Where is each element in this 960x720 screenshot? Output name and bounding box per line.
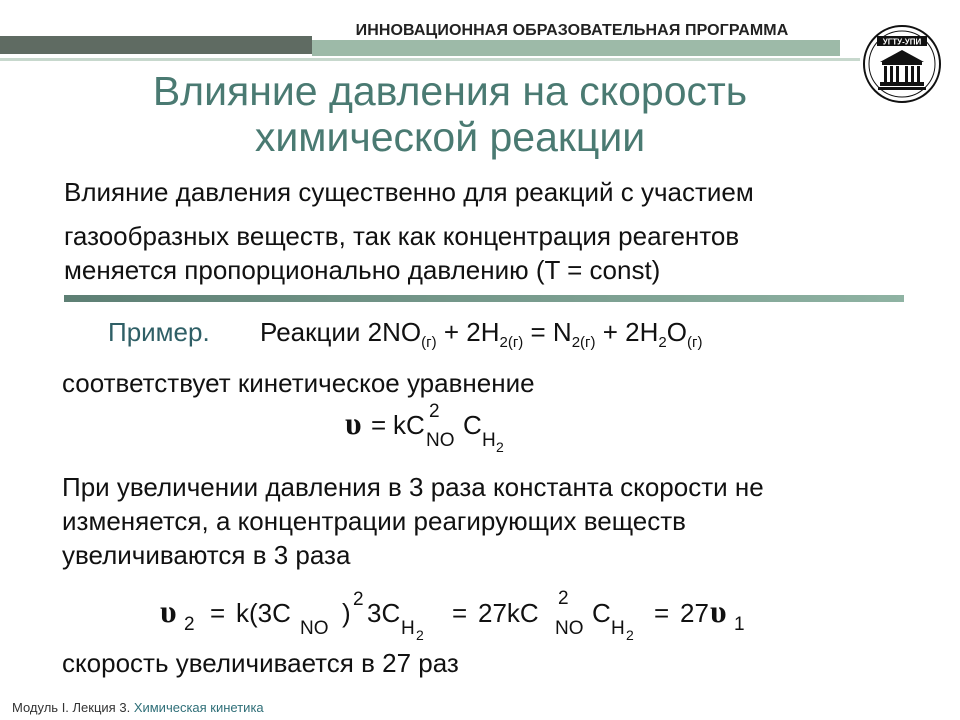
title-line-1: Влияние давления на скорость [152, 68, 748, 114]
equals-3: = [654, 598, 670, 628]
reactant-h2-phase: 2(г) [499, 334, 524, 352]
rate-v1-symbol: υ [710, 593, 727, 629]
pressure-line-2: изменяется, а концентрации реагирующих веществ [62, 506, 686, 536]
square-2: 2 [558, 590, 569, 609]
subscript-h-2: H [611, 618, 625, 639]
rate-v2-index: 2 [184, 614, 195, 635]
conclusion-text: скорость увеличивается в 27 раз [62, 648, 459, 678]
rate-v2-symbol: υ [160, 593, 177, 629]
title-line-2: химической реакции [254, 114, 646, 160]
concentration-c-2: C [592, 598, 611, 628]
product-h2o-h: + 2H [595, 317, 659, 347]
product-h2o-index: 2 [658, 334, 667, 352]
reactant-no-phase: (г) [421, 334, 437, 352]
footer-module: Модуль I. Лекция 3. [12, 700, 131, 715]
footer [12, 700, 264, 715]
subscript-no-2: NO [555, 618, 584, 639]
header-band-light [312, 40, 840, 56]
rate-increase-equation [160, 590, 780, 646]
footer-topic: Химическая кинетика [133, 700, 264, 715]
reactant-no: 2NO [367, 317, 422, 347]
product-n2: = N [523, 317, 572, 347]
kinetic-equation-intro: соответствует кинетическое уравнение [62, 368, 535, 398]
program-title: ИННОВАЦИОННАЯ ОБРАЗОВАТЕЛЬНАЯ ПРОГРАММА [355, 22, 789, 39]
factor-27: 27 [680, 598, 709, 628]
example-label: Пример. [108, 317, 210, 347]
subscript-h-2-index: 2 [626, 627, 634, 643]
intro-line-2: газообразных веществ, так как концентрация реагентов [64, 221, 740, 251]
reaction-word: Реакции [260, 317, 361, 347]
divider-rule [64, 295, 904, 302]
intro-line-1: Влияние давления существенно для реакций с участием [64, 177, 754, 207]
kinetic-equation [345, 398, 545, 458]
header-band-line [0, 58, 860, 61]
k-3c: k(3C [236, 598, 291, 628]
subscript-h: H [482, 430, 496, 451]
reactant-h2: + 2H [436, 317, 500, 347]
intro-line-3: меняется пропорционально давлению (T = const) [64, 255, 661, 285]
square-1: 2 [353, 590, 364, 610]
equals-1: = [210, 598, 226, 628]
rate-constant-c: kC [393, 410, 425, 440]
subscript-h-index: 2 [496, 439, 504, 455]
subscript-h-1-index: 2 [416, 627, 424, 643]
rate-v1-index: 1 [734, 614, 745, 635]
rate-symbol: υ [345, 405, 362, 441]
equals-2: = [452, 598, 468, 628]
logo-text: УГТУ-УПИ [882, 37, 922, 47]
three-c: 3C [367, 598, 401, 628]
subscript-no-1: NO [300, 618, 329, 639]
pressure-line-1: При увеличении давления в 3 раза константа скорости не [62, 472, 764, 502]
product-n2-phase: 2(г) [571, 334, 596, 352]
pressure-paragraph [62, 470, 764, 572]
close-paren: ) [342, 598, 351, 628]
header-band-dark [0, 36, 312, 54]
reaction-equation [260, 317, 702, 351]
intro-paragraph [64, 175, 754, 287]
concentration-c: C [463, 410, 482, 440]
product-h2o-o: O [666, 317, 687, 347]
pressure-line-3: увеличиваются в 3 раза [62, 540, 351, 570]
subscript-no: NO [426, 430, 455, 451]
equals-sign: = [371, 410, 387, 440]
university-logo [862, 24, 942, 104]
product-h2o-phase: (г) [686, 334, 703, 352]
twentyseven-kc: 27kC [478, 598, 539, 628]
exponent-2: 2 [429, 401, 440, 422]
slide-title [60, 68, 840, 160]
subscript-h-1: H [401, 618, 415, 639]
